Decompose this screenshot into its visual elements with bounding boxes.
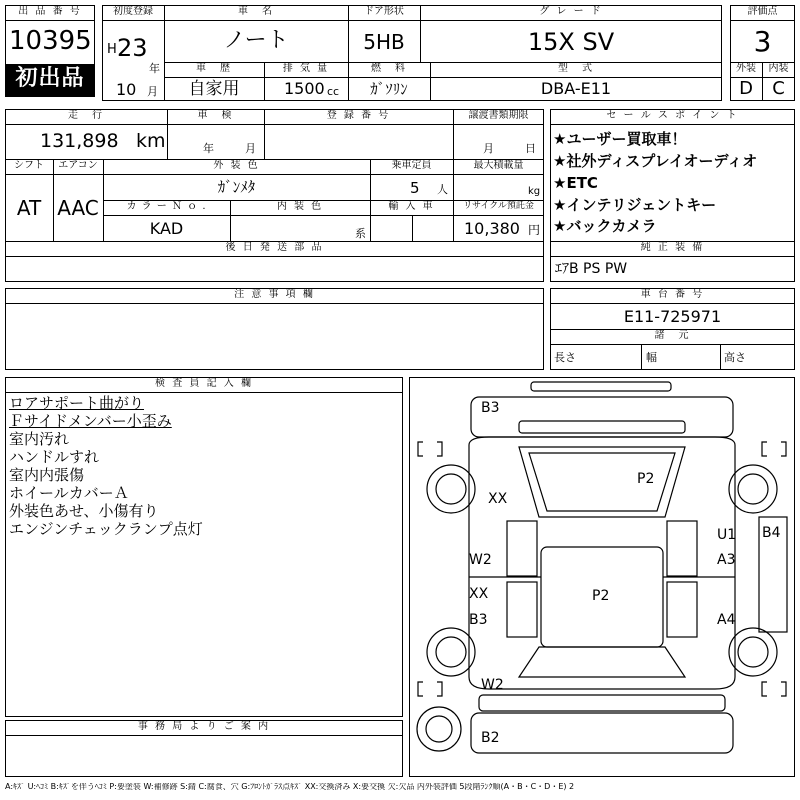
displacement-unit: cc bbox=[327, 85, 340, 98]
mileage-unit: km bbox=[136, 130, 166, 152]
grade: 15X SV bbox=[527, 28, 615, 56]
inspection-month-unit: 月 bbox=[245, 142, 256, 155]
rear-right-tire-outline bbox=[729, 628, 777, 676]
month-unit: 月 bbox=[147, 85, 158, 98]
color-no: KAD bbox=[149, 219, 184, 238]
damage-mark: B4 bbox=[762, 525, 781, 541]
front-right-tire-outline bbox=[729, 465, 777, 513]
damage-mark: A3 bbox=[717, 552, 736, 568]
sales-point-item: ★バックカメラ bbox=[553, 217, 657, 235]
inspection-label: 車 検 bbox=[197, 110, 234, 121]
inspector-line: 室内内張傷 bbox=[9, 466, 85, 484]
damage-mark: U1 bbox=[717, 527, 737, 543]
inspector-line: ロアサポート曲がり bbox=[9, 394, 145, 412]
rear-left-door-outline bbox=[507, 582, 537, 637]
length-label: 長さ bbox=[554, 351, 576, 364]
damage-mark: XX bbox=[469, 586, 489, 602]
model-code: DBA-E11 bbox=[540, 79, 612, 98]
recycle-unit: 円 bbox=[528, 223, 541, 237]
right-rear-bracket bbox=[762, 682, 786, 696]
transfer-day-unit: 日 bbox=[525, 142, 536, 155]
registration-year: 23 bbox=[117, 34, 148, 62]
grade-label: グ レ ー ド bbox=[539, 6, 603, 17]
max-load-label: 最大積載量 bbox=[473, 160, 524, 171]
exterior-label: 外装 bbox=[736, 63, 756, 74]
front-bumper-outline bbox=[531, 382, 671, 391]
front-left-tire-outline bbox=[427, 465, 475, 513]
first-registration-label: 初度登録 bbox=[113, 6, 153, 17]
transfer-month-unit: 月 bbox=[483, 142, 494, 155]
sales-point-item: ★社外ディスプレイオーディオ bbox=[553, 152, 758, 170]
front-left-door-outline bbox=[507, 521, 537, 576]
lot-number-label: 出 品 番 号 bbox=[18, 6, 82, 17]
first-listing-badge: 初出品 bbox=[15, 66, 85, 91]
shift: AT bbox=[16, 196, 42, 220]
inspector-line: 室内汚れ bbox=[9, 430, 70, 448]
damage-mark: XX bbox=[488, 491, 508, 507]
damage-mark: B2 bbox=[481, 730, 500, 746]
width-label: 幅 bbox=[646, 351, 657, 364]
displacement-label: 排 気 量 bbox=[282, 63, 330, 74]
inspector-line: ハンドルすれ bbox=[9, 448, 100, 466]
mileage-label: 走 行 bbox=[68, 110, 104, 121]
interior-score: C bbox=[772, 78, 785, 99]
rear-bumper-outline bbox=[471, 713, 733, 753]
inspector-line: Ｆサイドメンバー小歪み bbox=[9, 412, 172, 430]
registration-number-label: 登 録 番 号 bbox=[326, 110, 391, 121]
era-prefix: H bbox=[107, 42, 117, 57]
damage-mark: B3 bbox=[481, 400, 500, 416]
lot-number: 10395 bbox=[9, 26, 92, 56]
spare-tire-outline bbox=[417, 707, 461, 751]
damage-mark: W2 bbox=[469, 552, 492, 568]
color-no-label: カ ラ ー Ｎ ｏ . bbox=[126, 201, 207, 212]
score: 3 bbox=[753, 25, 772, 58]
equipment-label: 純 正 装 備 bbox=[640, 242, 705, 253]
inspector-line: エンジンチェックランプ点灯 bbox=[9, 520, 203, 538]
sales-point-item: ★インテリジェントキー bbox=[553, 196, 717, 214]
mileage-value: 131,898 bbox=[40, 130, 119, 152]
door-type-label: ドア形状 bbox=[364, 6, 404, 17]
inspector-label: 検 査 員 記 入 欄 bbox=[155, 378, 253, 389]
interior-color-label: 内 装 色 bbox=[276, 201, 324, 212]
model-label: 型 式 bbox=[558, 63, 594, 74]
inspector-line: ホイールカバーＡ bbox=[9, 484, 129, 502]
front-panel-outline bbox=[471, 397, 733, 437]
history-label: 車 歴 bbox=[196, 63, 232, 74]
height-label: 高さ bbox=[724, 351, 746, 364]
equipment-value: ｴｱB PS PW bbox=[555, 261, 628, 277]
notes-label: 注 意 事 項 欄 bbox=[234, 289, 315, 300]
sales-points-label: セ ー ル ス ポ イ ン ト bbox=[606, 110, 739, 121]
right-mirror-bracket bbox=[762, 442, 786, 456]
damage-mark: W2 bbox=[481, 677, 504, 693]
capacity-unit: 人 bbox=[437, 183, 448, 196]
history: 自家用 bbox=[188, 79, 240, 99]
exterior-color: ｶﾞﾝﾒﾀ bbox=[217, 178, 256, 196]
left-mirror-bracket bbox=[418, 442, 442, 456]
chassis-number: E11-725971 bbox=[623, 307, 722, 326]
registration-month: 10 bbox=[116, 80, 137, 99]
interior-color-unit: 系 bbox=[355, 227, 366, 240]
inspection-year-unit: 年 bbox=[203, 142, 214, 155]
capacity: 5 bbox=[410, 179, 420, 197]
recycle-value: 10,380 bbox=[464, 219, 520, 238]
car-name-label: 車 名 bbox=[238, 6, 274, 17]
fuel: ｶﾞｿﾘﾝ bbox=[370, 80, 408, 98]
fuel-label: 燃 料 bbox=[371, 63, 407, 74]
score-label: 評価点 bbox=[747, 6, 778, 17]
inspector-line: 外装色あせ、小傷有り bbox=[9, 502, 159, 520]
specs-label: 諸 元 bbox=[654, 330, 691, 341]
max-load-unit: kg bbox=[528, 186, 541, 197]
car-name: ノート bbox=[223, 28, 289, 53]
later-parts-label: 後 日 発 送 部 品 bbox=[225, 242, 324, 253]
exterior-score: D bbox=[739, 78, 753, 99]
damage-mark: P2 bbox=[637, 471, 655, 487]
exterior-color-label: 外 装 色 bbox=[213, 160, 260, 171]
rear-panel-outline bbox=[479, 695, 725, 711]
office-label: 事 務 局 よ り ご 案 内 bbox=[137, 721, 271, 732]
sales-point-item: ★ETC bbox=[553, 174, 598, 192]
chassis-label: 車 台 番 号 bbox=[640, 289, 705, 300]
front-right-door-outline bbox=[667, 521, 697, 576]
capacity-label: 乗車定員 bbox=[391, 160, 432, 171]
body-outline bbox=[469, 437, 735, 689]
left-rear-bracket bbox=[418, 682, 442, 696]
footer-legend: A:ｷｽﾞ U:ﾍｺﾐ B:ｷｽﾞを伴うﾍｺﾐ P:要塗装 W:補修跡 S:錆 C:腐食、穴 G:ﾌﾛﾝﾄｶﾞﾗｽ点ｷｽﾞ XX:交換済み X:要交換 欠:欠品 内外装評価 5段階ﾗﾝｸ順(A・B・C・D・E) 2 bbox=[5, 783, 575, 791]
aircon: AAC bbox=[57, 196, 99, 220]
windshield-outline bbox=[519, 447, 685, 517]
rear-right-door-outline bbox=[667, 582, 697, 637]
recycle-label: リサイクル預託金 bbox=[463, 201, 534, 211]
damage-mark: A4 bbox=[717, 612, 736, 628]
shift-label: シフト bbox=[14, 160, 44, 171]
displacement: 1500 bbox=[284, 79, 325, 98]
rear-window-outline bbox=[519, 647, 685, 677]
door-type: 5HB bbox=[363, 30, 405, 54]
damage-mark: P2 bbox=[592, 588, 610, 604]
year-unit: 年 bbox=[149, 62, 160, 75]
rear-left-tire-outline bbox=[427, 628, 475, 676]
damage-mark: B3 bbox=[469, 612, 488, 628]
interior-label: 内装 bbox=[768, 63, 789, 74]
front-grille-outline bbox=[519, 421, 685, 433]
aircon-label: エアコン bbox=[58, 160, 98, 171]
import-label: 輸 入 車 bbox=[388, 201, 435, 212]
sales-point-item: ★ユーザー買取車！ bbox=[553, 130, 687, 148]
notes-box bbox=[5, 288, 544, 370]
transfer-doc-label: 譲渡書類期限 bbox=[468, 110, 529, 121]
car-diagram bbox=[409, 377, 795, 777]
